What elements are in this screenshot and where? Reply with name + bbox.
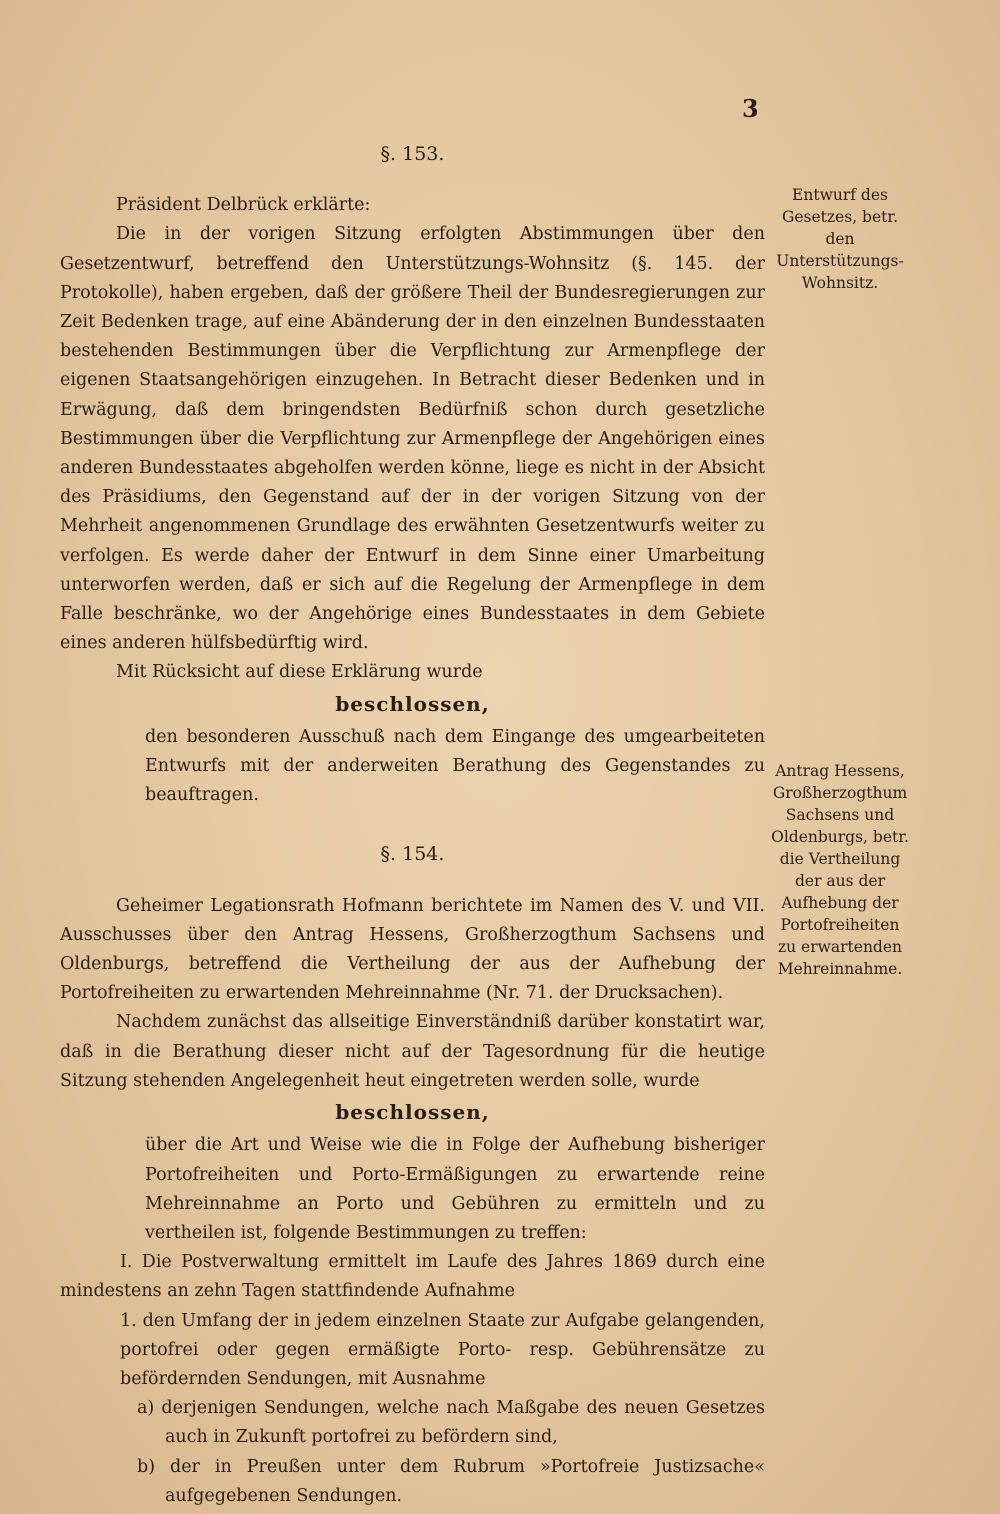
section-154-item-a: a) derjenigen Sendungen, welche nach Maßgabe des neuen Gesetzes auch in Zukunft portofrei zu befördern sind, [137, 1398, 765, 1448]
section-153-speaker: Präsident Delbrück erklärte: [116, 195, 371, 216]
section-154-paragraph-2: Nachdem zunächst das allseitige Einverständniß darüber konstatirt war, daß in die Berathung dieser nicht auf der Tagesordnung für die heutige Sitzung stehenden Angelegenheit heut eingetreten werden solle, wurde [60, 1012, 765, 1091]
section-153-resolved: beschlossen, [335, 691, 490, 716]
section-154-item-I: I. Die Postverwaltung ermittelt im Laufe des Jahres 1869 durch eine mindestens an zehn Tagen stattfindende Aufnahme [60, 1252, 765, 1302]
section-154-title: §. 154. [380, 843, 445, 866]
section-154-resolution: über die Art und Weise wie die in Folge der Aufhebung bisheriger Portofreiheiten und Porto-Ermäßigungen zu erwartende reine Mehreinnahme an Porto und Gebühren zu ermitteln und zu vertheilen ist, folgende Bestimmungen zu treffen: [145, 1135, 765, 1243]
section-153-paragraph-1: Die in der vorigen Sitzung erfolgten Abstimmungen über den Gesetzentwurf, betreffend den Unterstützungs-Wohnsitz (§. 145. der Protokolle), haben ergeben, daß der größere Theil der Bundesregierungen zur Zeit Bedenken trage, auf eine Abänderung der in den einzelnen Bundesstaaten bestehenden Bestimmungen über die Verpflichtung zur Armenpflege der eigenen Staatsangehörigen einzugehen. In Betracht dieser Bedenken und in Erwägung, daß dem bringendsten Bedürfniß schon durch gesetzliche Bestimmungen über die Verpflichtung zur Armenpflege der Angehörigen eines anderen Bundesstaates abgeholfen werden könne, liege es nicht in der Absicht des Präsidiums, den Gegenstand auf der in der vorigen Sitzung von der Mehrheit angenommenen Grundlage des erwähnten Gesetzentwurfs weiter zu verfolgen. Es werde daher der Entwurf in dem Sinne einer Umarbeitung unterworfen werden, daß er sich auf die Regelung der Armenpflege in dem Falle beschränke, wo der Angehörige eines Bundesstaates in dem Gebiete eines anderen hülfsbedürftig wird. [60, 224, 765, 654]
section-153-paragraph-2: Mit Rücksicht auf diese Erklärung wurde [116, 662, 483, 683]
page-number: 3 [742, 94, 759, 123]
margin-note-153: Entwurf des Gesetzes, betr. den Unterstützungs-Wohnsitz. [776, 186, 904, 292]
section-153-resolution: den besonderen Ausschuß nach dem Eingange des umgearbeiteten Entwurfs mit der anderweiten Berathung des Gegenstandes zu beauftragen. [145, 726, 765, 806]
margin-note-154: Antrag Hessens, Großherzogthum Sachsens und Oldenburgs, betr. die Vertheilung der aus der Aufhebung der Portofreiheiten zu erwartenden Mehreinnahme. [771, 762, 909, 978]
section-154-resolved: beschlossen, [335, 1100, 490, 1125]
section-154-paragraph-1: Geheimer Legationsrath Hofmann berichtete im Namen des V. und VII. Ausschusses über den Antrag Hessens, Großherzogthum Sachsens und Oldenburgs, betreffend die Vertheilung der aus der Aufhebung der Portofreiheiten zu erwartenden Mehreinnahme (Nr. 71. der Drucksachen). [60, 895, 765, 1004]
section-153-title: §. 153. [380, 143, 445, 165]
section-154-item-b: b) der in Preußen unter dem Rubrum »Portofreie Justizsache« aufgegebenen Sendungen. [137, 1456, 765, 1506]
main-text-column [60, 140, 765, 1511]
section-154-item-1: 1. den Umfang der in jedem einzelnen Staate zur Aufgabe gelangenden, portofrei oder gegen ermäßigte Porto- resp. Gebührensätze zu befördernden Sendungen, mit Ausnahme [120, 1310, 765, 1389]
